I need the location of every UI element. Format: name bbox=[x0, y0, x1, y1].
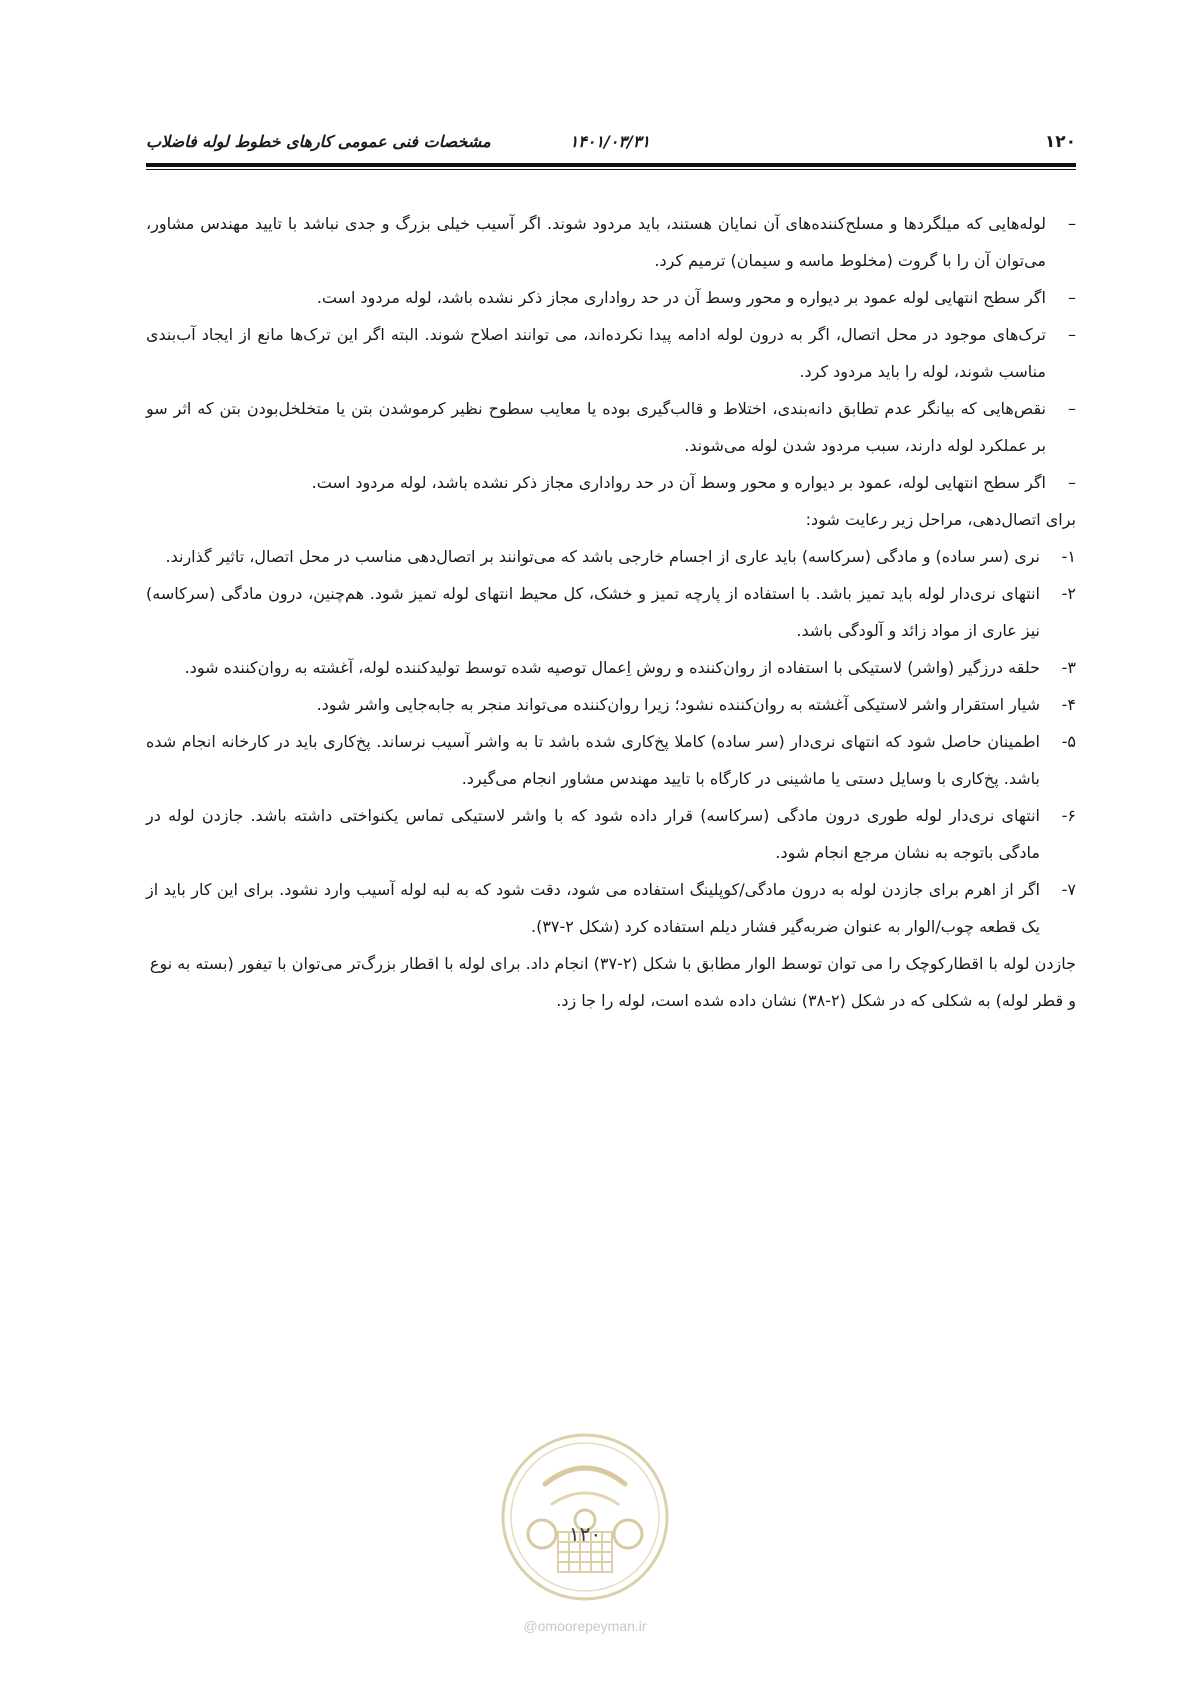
step-text: شیار استقرار واشر لاستیکی آغشته به روان‌کننده نشود؛ زیرا روان‌کننده می‌تواند منجر به جابه‌جایی واشر شود. bbox=[316, 695, 1040, 714]
bullet-item bbox=[146, 279, 1076, 316]
bullet-text: اگر سطح انتهایی لوله عمود بر دیواره و محور وسط آن در حد رواداری مجاز ذکر نشده باشد، لوله مردود است. bbox=[316, 288, 1046, 307]
footer-page-number: ۱۲۰ bbox=[568, 1522, 602, 1546]
bullet-dash: – bbox=[1068, 288, 1076, 307]
step-number: ۶- bbox=[1061, 806, 1076, 825]
page-header bbox=[146, 128, 1076, 162]
bullet-dash: – bbox=[1068, 325, 1076, 344]
bullet-dash: – bbox=[1068, 399, 1076, 418]
step-text: اگر از اهرم برای جازدن لوله به درون مادگی/کوپلینگ استفاده می شود، دقت شود که به لبه لوله آسیب وارد نشود. برای این کار باید از یک قطعه چوب/الوار به عنوان ضربه‌گیر فشار دیلم استفاده کرد (شکل ۲-۳۷). bbox=[146, 880, 1040, 936]
header-rule-thin bbox=[146, 169, 1076, 170]
step-item bbox=[146, 871, 1076, 945]
step-item bbox=[146, 797, 1076, 871]
step-item bbox=[146, 686, 1076, 723]
step-item bbox=[146, 575, 1076, 649]
step-item bbox=[146, 538, 1076, 575]
header-title: مشخصات فنی عمومی کارهای خطوط لوله فاضلاب bbox=[146, 132, 491, 151]
bullet-dash: – bbox=[1068, 214, 1076, 233]
seal-watermark-icon bbox=[500, 1432, 670, 1602]
step-item bbox=[146, 649, 1076, 686]
document-body bbox=[146, 205, 1076, 1019]
step-text: انتهای نری‌دار لوله باید تمیز باشد. با استفاده از پارچه تمیز و خشک، کل محیط انتهای لوله تمیز شود. هم‌چنین، درون مادگی (سرکاسه) نیز عاری از مواد زائد و آلودگی باشد. bbox=[146, 584, 1040, 640]
watermark-url: @omoorepeyman.ir bbox=[523, 1618, 647, 1634]
bullet-item bbox=[146, 390, 1076, 464]
step-number: ۲- bbox=[1061, 584, 1076, 603]
step-text: انتهای نری‌دار لوله طوری درون مادگی (سرکاسه) قرار داده شود که با واشر لاستیکی تماس یکنواختی داشته باشد. جازدن لوله در مادگی باتوجه به نشان مرجع انجام شود. bbox=[146, 806, 1040, 862]
step-number: ۱- bbox=[1061, 547, 1076, 566]
bullet-text: اگر سطح انتهایی لوله، عمود بر دیواره و محور وسط آن در حد رواداری مجاز ذکر نشده باشد، لوله مردود است. bbox=[311, 473, 1046, 492]
bullet-text: نقص‌هایی که بیانگر عدم تطابق دانه‌بندی، اختلاط و قالب‌گیری بوده یا معایب سطوح نظیر کرموشدن بتن یا متخلخل‌بودن بتن که اثر سو بر عملکرد لوله دارند، سبب مردود شدن لوله می‌شوند. bbox=[146, 399, 1046, 455]
bullet-dash: – bbox=[1068, 473, 1076, 492]
step-number: ۷- bbox=[1061, 880, 1076, 899]
step-number: ۴- bbox=[1061, 695, 1076, 714]
header-rule-thick bbox=[146, 163, 1076, 167]
step-text: اطمینان حاصل شود که انتهای نری‌دار (سر ساده) کاملا پخ‌کاری شده باشد تا به واشر آسیب نرساند. پخ‌کاری باید در کارخانه انجام شده باشد. پخ‌کاری با وسایل دستی یا ماشینی در کارگاه با تایید مهندس مشاور انجام می‌گیرد. bbox=[146, 732, 1040, 788]
bullet-item bbox=[146, 205, 1076, 279]
step-text: نری (سر ساده) و مادگی (سرکاسه) باید عاری از اجسام خارجی باشد که می‌توانند بر اتصال‌دهی مناسب در محل اتصال، تاثیر گذارند. bbox=[165, 547, 1040, 566]
bullet-item bbox=[146, 316, 1076, 390]
bullet-text: لوله‌هایی که میلگردها و مسلح‌کننده‌های آن نمایان هستند، باید مردود شوند. اگر آسیب خیلی بزرگ و جدی نباشد با تایید مهندس مشاور، می‌توان آن را با گروت (مخلوط ماسه و سیمان) ترمیم کرد. bbox=[146, 214, 1046, 270]
header-date: ۱۴۰۱/۰۳/۳۱ bbox=[569, 132, 650, 151]
step-number: ۵- bbox=[1061, 732, 1076, 751]
step-number: ۳- bbox=[1061, 658, 1076, 677]
bullet-item bbox=[146, 464, 1076, 501]
closing-paragraph: جازدن لوله با اقطارکوچک را می توان توسط الوار مطابق با شکل (۲-۳۷) انجام داد. برای لوله با اقطار بزرگ‌تر می‌توان با تیفور (بسته به نوع و قطر لوله) به شکلی که در شکل (۲-۳۸) نشان داده شده است، لوله را جا زد. bbox=[149, 954, 1076, 1010]
step-text: حلقه درزگیر (واشر) لاستیکی با استفاده از روان‌کننده و روش اِعمال توصیه شده توسط تولیدکننده لوله، آغشته به روان‌کننده شود. bbox=[184, 658, 1040, 677]
intro-paragraph: برای اتصال‌دهی، مراحل زیر رعایت شود: bbox=[805, 510, 1076, 529]
bullet-text: ترک‌های موجود در محل اتصال، اگر به درون لوله ادامه پیدا نکرده‌اند، می توانند اصلاح شوند. البته اگر این ترک‌ها مانع از ایجاد آب‌بندی مناسب شوند، لوله را باید مردود کرد. bbox=[146, 325, 1046, 381]
header-page-number: ۱۲۰ bbox=[1044, 132, 1076, 152]
step-item bbox=[146, 723, 1076, 797]
